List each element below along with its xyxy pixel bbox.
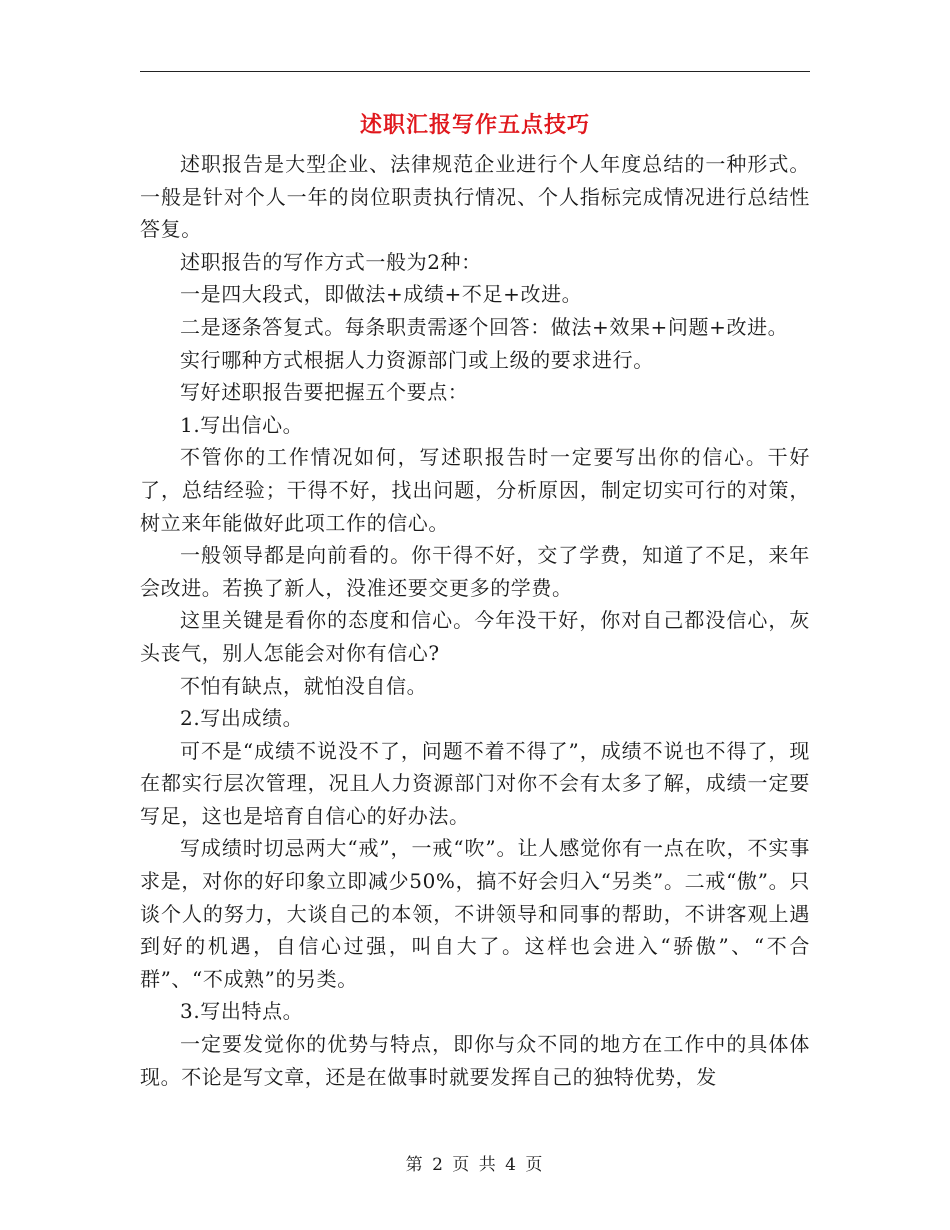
document-title: 述职汇报写作五点技巧 xyxy=(359,112,590,138)
paragraph-intro: 述职报告是大型企业、法律规范企业进行个人年度总结的一种形式。一般是针对个人一年的岗位职责执行情况、个人指标完成情况进行总结性答复。 xyxy=(140,152,810,242)
page-number-footer: 第 2 页 共 4 页 xyxy=(405,1155,545,1175)
paragraph-method-choice: 实行哪种方式根据人力资源部门或上级的要求进行。 xyxy=(180,347,654,372)
paragraph-method-one: 一是四大段式，即做法+成绩+不足+改进。 xyxy=(180,282,583,307)
paragraph-confidence-3: 这里关键是看你的态度和信心。今年没干好，你对自己都没信心，灰头丧气，别人怎能会对你有信心? xyxy=(140,608,810,665)
paragraph-achievements-1: 可不是“成绩不说没不了，问题不着不得了”，成绩不说也不得了，现在都实行层次管理，况且人力资源部门对你不会有太多了解，成绩一定要写足，这也是培育自信心的好办法。 xyxy=(140,738,810,828)
paragraph-five-points: 写好述职报告要把握五个要点： xyxy=(180,380,469,405)
paragraph-confidence-4: 不怕有缺点，就怕没自信。 xyxy=(180,673,428,698)
paragraph-methods: 述职报告的写作方式一般为2种： xyxy=(180,249,482,274)
document-body xyxy=(140,148,810,1093)
paragraph-achievements-2: 写成绩时切忌两大“戒”，一戒“吹”。让人感觉你有一点在吹，不实事求是，对你的好印象立即减少50%，搞不好会归入“另类”。二戒“傲”。只谈个人的努力，大谈自己的本领，不讲领导和同事的帮助，不讲客观上遇到好的机遇，自信心过强，叫自大了。这样也会进入“骄傲”、“不合群”、“不成熟”的另类。 xyxy=(140,836,810,991)
paragraph-method-two: 二是逐条答复式。每条职责需逐个回答：做法+效果+问题+改进。 xyxy=(180,314,789,339)
paragraph-features-1: 一定要发觉你的优势与特点，即你与众不同的地方在工作中的具体体现。不论是写文章，还是在做事时就要发挥自己的独特优势，发 xyxy=(140,1032,810,1089)
section-heading-achievements: 2.写出成绩。 xyxy=(180,706,304,731)
paragraph-confidence-1: 不管你的工作情况如何，写述职报告时一定要写出你的信心。干好了，总结经验；干得不好，找出问题，分析原因，制定切实可行的对策，树立来年能做好此项工作的信心。 xyxy=(140,445,810,535)
header-rule xyxy=(140,71,810,72)
section-heading-features: 3.写出特点。 xyxy=(180,999,304,1024)
section-heading-confidence: 1.写出信心。 xyxy=(180,412,304,437)
paragraph-confidence-2: 一般领导都是向前看的。你干得不好，交了学费，知道了不足，来年会改进。若换了新人，没准还要交更多的学费。 xyxy=(140,543,810,600)
